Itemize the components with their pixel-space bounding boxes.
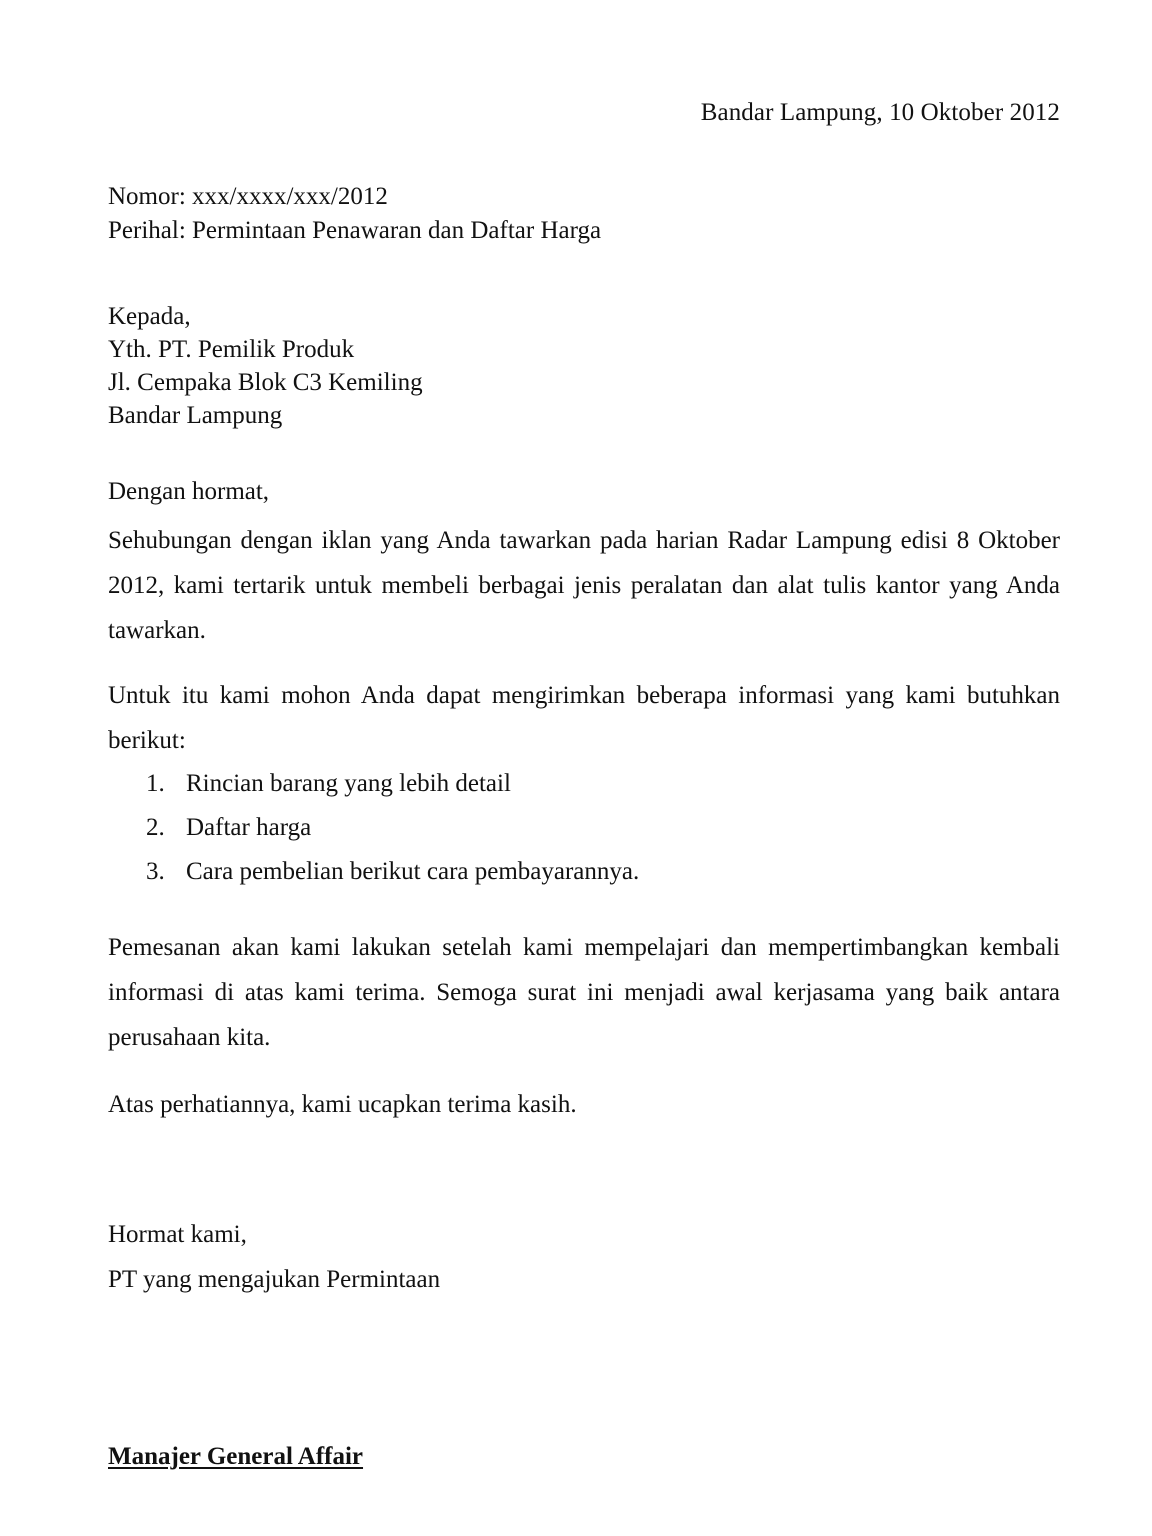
closing-company: PT yang mengajukan Permintaan [108, 1266, 441, 1293]
body-paragraph-2: Untuk itu kami mohon Anda dapat mengirimkan beberapa informasi yang kami butuhkan berikut: [108, 682, 1060, 754]
closing-salutation: Hormat kami, [108, 1221, 247, 1248]
recipient-kepada: Kepada, [108, 303, 191, 330]
recipient-block [108, 300, 423, 432]
list-item-label: Rincian barang yang lebih detail [186, 770, 511, 797]
list-item-label: Cara pembelian berikut cara pembayarannya. [186, 858, 640, 885]
signature-title: Manajer General Affair [108, 1443, 364, 1470]
letter-date: Bandar Lampung, 10 Oktober 2012 [700, 99, 1060, 126]
recipient-company: Yth. PT. Pemilik Produk [108, 336, 355, 363]
request-list [108, 762, 639, 894]
list-item-label: Daftar harga [186, 814, 312, 841]
list-item [108, 762, 639, 806]
body-paragraph-1: Sehubungan dengan iklan yang Anda tawarkan pada harian Radar Lampung edisi 8 Oktober 2012, kami tertarik untuk membeli berbagai jenis peralatan dan alat tulis kantor yang Anda tawarkan. [108, 527, 1060, 644]
list-item-number: 2. [146, 814, 165, 841]
body-paragraph-4: Atas perhatiannya, kami ucapkan terima kasih. [108, 1091, 577, 1118]
recipient-city: Bandar Lampung [108, 402, 283, 429]
reference-nomor: Nomor: xxx/xxxx/xxx/2012 [108, 183, 388, 210]
list-item [108, 806, 639, 850]
list-item-number: 3. [146, 858, 165, 885]
reference-block [108, 180, 601, 248]
salutation: Dengan hormat, [108, 478, 270, 505]
list-item [108, 850, 639, 894]
closing-block [108, 1212, 440, 1302]
recipient-street: Jl. Cempaka Blok C3 Kemiling [108, 369, 423, 396]
body-paragraph-3: Pemesanan akan kami lakukan setelah kami mempelajari dan mempertimbangkan kembali informasi di atas kami terima. Semoga surat ini menjadi awal kerjasama yang baik antara perusahaan kita. [108, 934, 1060, 1051]
list-item-number: 1. [146, 770, 165, 797]
reference-perihal: Perihal: Permintaan Penawaran dan Daftar Harga [108, 217, 602, 244]
